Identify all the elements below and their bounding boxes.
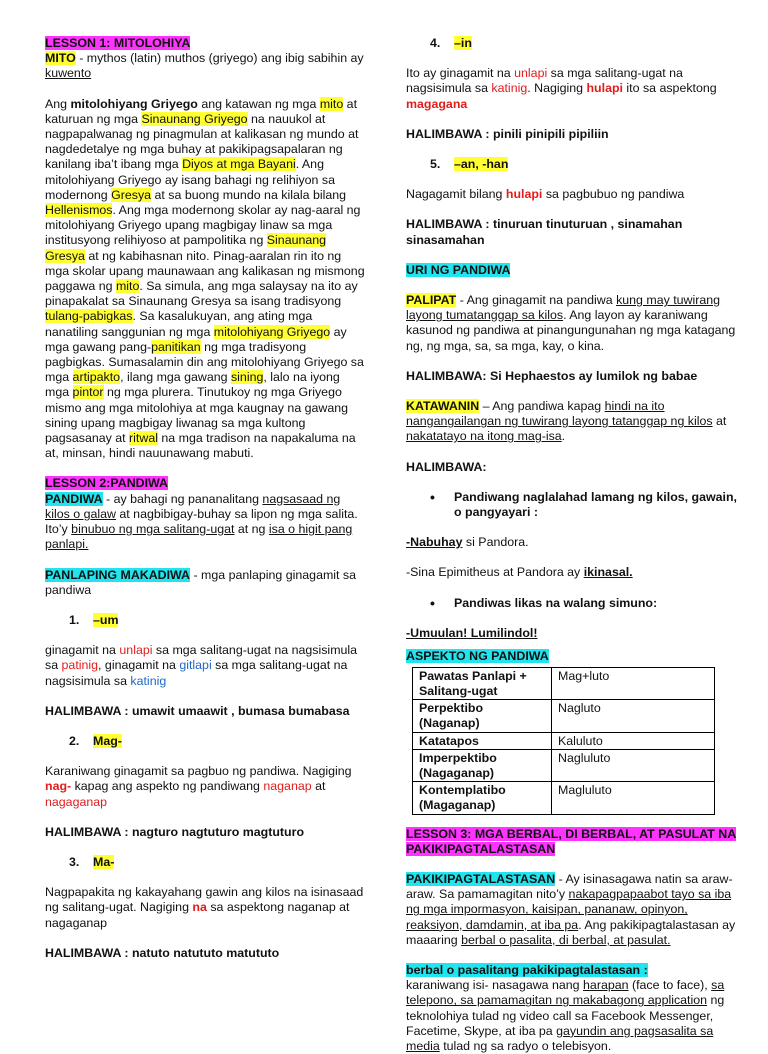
aspekto-name-cell: Pawatas Panlapi + Salitang-ugat bbox=[413, 668, 552, 700]
text-run: ginagamit na bbox=[45, 643, 120, 658]
aspekto-name-cell: Perpektibo (Naganap) bbox=[413, 700, 552, 732]
list-item-mag: 2. Mag- bbox=[69, 733, 122, 748]
aspekto-title: ASPEKTO NG PANDIWA bbox=[406, 649, 549, 664]
text-run: . Sa simula, ang mga salaysay na ito ay pinapakalat sa Sinaunang Gresya sa isang tradisyong bbox=[45, 279, 358, 309]
text-run: mitolohiyang Griyego bbox=[70, 96, 198, 111]
aspekto-name-cell: Katatapos bbox=[413, 732, 552, 750]
text-run: at ng kabihasnan nito. Pinag-aaralan rin ito ng mga skolar upang maunawaan ang kalikasan ng mismong paggawa ng bbox=[45, 248, 365, 294]
text-run: Sinaunang Gresya bbox=[45, 233, 327, 263]
text-run: artipakto bbox=[72, 370, 121, 385]
text-run: at bbox=[311, 779, 326, 794]
text-run: Diyos at mga Bayani bbox=[182, 157, 296, 172]
text-run: na bbox=[192, 900, 207, 915]
aspekto-example-cell: Magluluto bbox=[552, 782, 715, 814]
text-run: Nagagamit bilang bbox=[406, 187, 506, 202]
table-row bbox=[413, 668, 715, 700]
text-run: . Nagiging bbox=[527, 81, 587, 96]
text-run: gitlapi bbox=[179, 658, 212, 673]
text-run: nagaganap bbox=[45, 794, 108, 809]
bullet-item: • Pandiwang naglalahad lamang ng kilos, gawain, o pangyayari : bbox=[406, 490, 740, 520]
text-run: mito bbox=[115, 279, 140, 294]
text-run: at katuruan ng mga bbox=[45, 96, 358, 126]
list-item-in: 4. –in bbox=[430, 36, 472, 50]
text-run: , ilang mga gawang bbox=[120, 370, 231, 385]
text-run: Gresya bbox=[111, 187, 152, 202]
text-run: , ginagamit na bbox=[98, 658, 180, 673]
an-description bbox=[406, 187, 740, 202]
aspekto-example-cell: Nagluluto bbox=[552, 750, 715, 782]
palipat-definition: PALIPAT - Ang ginagamit na pandiwa kung may tuwirang layong tumatanggap sa kilos. Ang layon ay karaniwang kasunod ng pandiwa at pinangungunahan ng mga katagang ng, ng mga, sa, sa mga, kay, o kina. bbox=[406, 293, 736, 353]
text-run: nag- bbox=[45, 779, 72, 794]
text-run: katinig bbox=[130, 673, 167, 688]
text-run: Ang bbox=[45, 96, 71, 111]
aspekto-example-cell: Nagluto bbox=[552, 700, 715, 732]
aspekto-table bbox=[412, 667, 715, 814]
text-run: . Ang mga modernong skolar ay nag-aaral ng mitolohiyang Griyego upang magbigay linaw sa mga institusyong relihiyoso at pampolitika ng bbox=[45, 203, 361, 248]
lesson1-title: LESSON 1: MITOLOHIYA bbox=[45, 36, 191, 50]
uri-title: URI NG PANDIWA bbox=[406, 262, 511, 277]
text-run: sining bbox=[230, 370, 264, 385]
text-run: patinig bbox=[61, 658, 99, 673]
text-run: unlapi bbox=[119, 643, 153, 658]
text-run: Karaniwang ginagamit sa pagbuo ng pandiwa. Nagiging bbox=[45, 764, 352, 779]
mito-definition: MITO - mythos (latin) muthos (griyego) ang ibig sabihin ay kuwento bbox=[45, 51, 364, 81]
text-run: pintor bbox=[72, 385, 104, 400]
ma-example: HALIMBAWA : natuto natututo matututo bbox=[45, 945, 280, 960]
mag-description bbox=[45, 764, 367, 810]
text-run: ng mga tradisyong pagbigkas. Sumasalamin din ang mitolohiyang Griyego sa mga bbox=[45, 339, 364, 385]
list-item-an: 5. –an, -han bbox=[430, 157, 509, 172]
in-example: HALIMBAWA : pinili pinipili pipiliin bbox=[406, 126, 609, 141]
text-run: panitikan bbox=[151, 339, 201, 354]
bullet-item: • Pandiwas likas na walang simuno: bbox=[406, 596, 740, 611]
an-example: HALIMBAWA : tinuruan tinuturuan , sinamahan sinasamahan bbox=[406, 217, 683, 247]
text-run: hulapi bbox=[586, 81, 623, 96]
pakiki-term: PAKIKIPAGTALASTASAN bbox=[406, 872, 556, 887]
text-run: ay mga gawang pang- bbox=[45, 324, 347, 354]
text-run: ito sa aspektong bbox=[622, 81, 717, 96]
table-row bbox=[413, 782, 715, 814]
text-run: naganap bbox=[263, 779, 312, 794]
lesson3-title: LESSON 3: MGA BERBAL, DI BERBAL, AT PASULAT NA PAKIKIPAGTALASTASAN bbox=[406, 826, 737, 856]
aspekto-name-cell: Kontemplatibo (Magaganap) bbox=[413, 782, 552, 814]
text-run: ng mga plurera. Tinutukoy ng mga Griyego mismo ang mga mitolohiya at mga kaugnay na gawang sining upang magbigay liwanag sa mga kultong pagsasanay at bbox=[45, 385, 349, 446]
text-run: Nagpapakita ng kakayahang gawin ang kilos na isinasaad ng salitang-ugat. Nagiging bbox=[45, 885, 364, 915]
pakiki-definition: PAKIKIPAGTALASTASAN - Ay isinasagawa natin sa araw-araw. Sa pamamagitan nito’y nakapagpapaabot tayo sa iba ng mga impormasyon, kaisipan, pananaw, opinyon, reaksiyon, damdamin, at iba pa. Ang pakikipagtalastasan ay maaaring berbal o pasalita, di berbal, at pasulat. bbox=[406, 872, 736, 947]
left-column bbox=[45, 36, 367, 961]
katawanin-definition: KATAWANIN – Ang pandiwa kapag hindi na ito nangangailangan ng tuwirang layong tatanggap ng kilos at nakatatayo na itong mag-isa. bbox=[406, 399, 727, 444]
example-umuulan: -Umuulan! Lumilindol! bbox=[406, 625, 538, 640]
mito-term: MITO bbox=[45, 51, 76, 66]
example-ikinasal: -Sina Epimitheus at Pandora ay ikinasal. bbox=[406, 565, 633, 580]
text-run: . Ang mitolohiyang Griyego ay isang bahagi ng relihiyon sa modernong bbox=[45, 157, 335, 202]
right-column bbox=[406, 36, 740, 1054]
panlapi-definition: PANLAPING MAKADIWA - mga panlaping ginagamit sa pandiwa bbox=[45, 567, 357, 597]
mag-example: HALIMBAWA : nagturo nagtuturo magtuturo bbox=[45, 824, 305, 839]
text-run: ang katawan ng mga bbox=[197, 96, 320, 111]
berbal-title: berbal o pasalitang pakikipagtalastasan : bbox=[406, 963, 648, 978]
text-run: Hellenismos bbox=[45, 203, 113, 218]
text-run: Ito ay ginagamit na bbox=[406, 66, 515, 81]
lesson2-title: LESSON 2:PANDIWA bbox=[45, 476, 168, 491]
aspekto-example-cell: Kaluluto bbox=[552, 732, 715, 750]
palipat-term: PALIPAT bbox=[406, 293, 457, 308]
in-description bbox=[406, 66, 740, 112]
example-nabuhay: -Nabuhay si Pandora. bbox=[406, 535, 529, 550]
text-run: sa mga salitang-ugat na nagsisimula sa bbox=[406, 66, 683, 96]
um-description bbox=[45, 643, 367, 689]
um-example: HALIMBAWA : umawit umaawit , bumasa bumabasa bbox=[45, 703, 350, 718]
berbal-description: karaniwang isi- nasagawa nang harapan (face to face), sa telepono, sa pamamagitan ng makabagong application ng teknolohiya tulad ng video call sa Facebook Messenger, Facetime, Skype, at iba pa gayundin ang pagsasalita sa media tulad ng sa radyo o telebisyon. bbox=[406, 978, 725, 1054]
text-run: sa mga salitang-ugat na nagsisimula sa bbox=[45, 643, 358, 673]
text-run: tulang-pabigkas bbox=[45, 309, 133, 324]
text-run: Sinaunang Griyego bbox=[141, 111, 248, 126]
table-row bbox=[413, 732, 715, 750]
text-run: ritwal bbox=[129, 431, 158, 446]
text-run: hulapi bbox=[505, 187, 543, 202]
text-run: sa mga salitang-ugat na nagsisimula sa bbox=[45, 658, 348, 688]
pandiwa-term: PANDIWA bbox=[45, 491, 103, 506]
palipat-example: HALIMBAWA: Si Hephaestos ay lumilok ng babae bbox=[406, 368, 698, 383]
aspekto-example-cell: Mag+luto bbox=[552, 668, 715, 700]
panlapi-term: PANLAPING MAKADIWA bbox=[45, 567, 191, 582]
ma-description bbox=[45, 885, 367, 931]
text-run: , lalo na iyong mga bbox=[45, 370, 340, 400]
text-run: mito bbox=[319, 96, 344, 111]
text-run: kapag ang aspekto ng pandiwang bbox=[71, 779, 264, 794]
text-run: . Sa kasalukuyan, ang ating mga nanatiling sanggunian ng mga bbox=[45, 309, 313, 339]
text-run: mitolohiyang Griyego bbox=[213, 324, 331, 339]
table-row bbox=[413, 750, 715, 782]
text-run: sa pagbubuo ng pandiwa bbox=[542, 187, 685, 202]
mitolohiya-paragraph bbox=[45, 97, 367, 462]
text-run: at sa buong mundo na kilala bilang bbox=[151, 187, 347, 202]
text-run: unlapi bbox=[514, 66, 548, 81]
text-run: na nauukol at nagpapalwanag ng pinagmulan at kalikasan ng mundo at nagdedetalye ng mga buhay at pakikipagsapalaran ng kanilang iba’t ibang mga bbox=[45, 111, 359, 172]
text-run: na mga tradison na napakaluma na at, minsan, hindi nauunawang mabuti. bbox=[45, 431, 356, 461]
table-row bbox=[413, 700, 715, 732]
halimbawa-label: HALIMBAWA: bbox=[406, 459, 487, 474]
text-run: magagana bbox=[406, 96, 468, 111]
text-run: katinig bbox=[491, 81, 528, 96]
list-item-ma: 3. Ma- bbox=[69, 854, 115, 869]
text-run: sa aspektong naganap at nagaganap bbox=[45, 900, 350, 930]
list-item-um: 1. –um bbox=[69, 612, 119, 627]
aspekto-name-cell: Imperpektibo (Nagaganap) bbox=[413, 750, 552, 782]
pandiwa-definition: PANDIWA - ay bahagi ng pananalitang nagsasaad ng kilos o galaw at nagbibigay-buhay sa lipon ng mga salita. Ito’y binubuo ng mga salitang-ugat at ng isa o higit pang panlapi. bbox=[45, 491, 358, 552]
katawanin-term: KATAWANIN bbox=[406, 399, 480, 414]
